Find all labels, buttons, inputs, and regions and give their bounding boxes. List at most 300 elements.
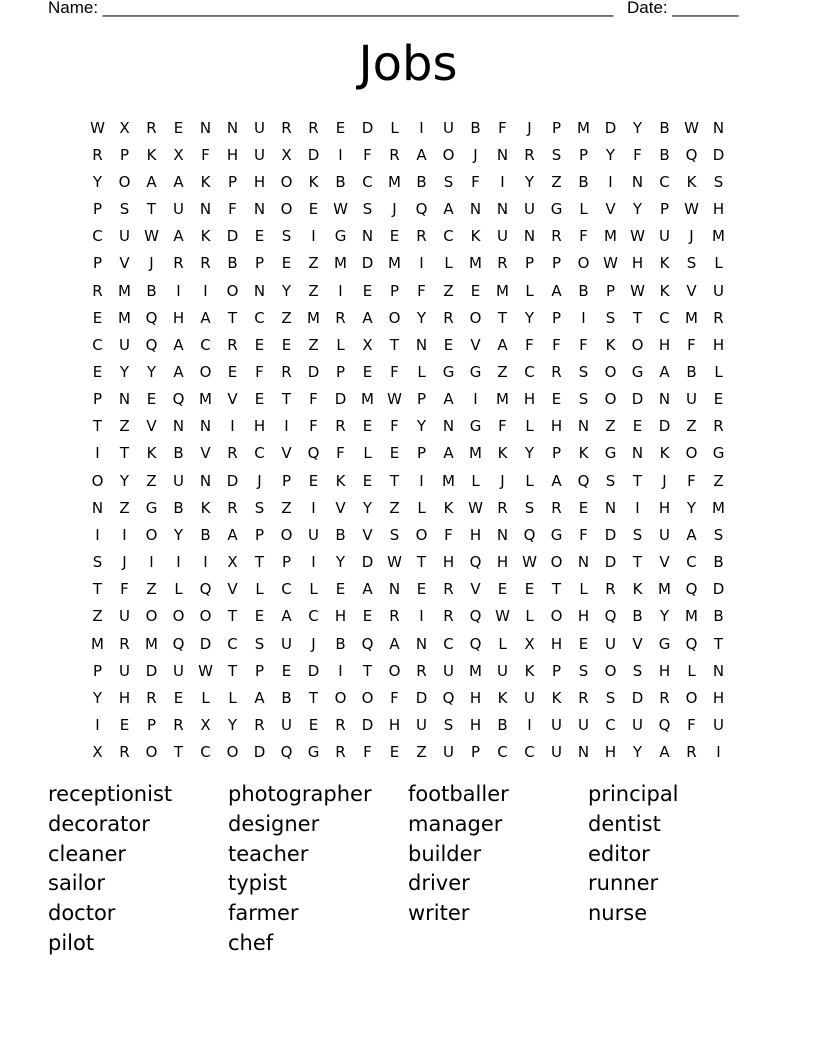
grid-letter: V: [686, 281, 697, 300]
grid-letter: Y: [632, 200, 643, 219]
grid-letter: L: [525, 281, 534, 300]
grid-letter: W: [90, 118, 105, 137]
grid-letter: J: [473, 145, 478, 164]
page-title: Jobs: [358, 36, 458, 92]
grid-letter: Q: [172, 390, 185, 409]
grid-letter: O: [442, 145, 455, 164]
name-field-line: Name: ______________________________________________________: [48, 0, 614, 17]
grid-letter: Q: [685, 634, 698, 653]
grid-letter: T: [92, 580, 103, 599]
word-bank-item: doctor: [48, 901, 116, 926]
grid-letter: P: [416, 390, 427, 409]
grid-letter: H: [496, 553, 509, 572]
grid-letter: R: [119, 634, 130, 653]
grid-letter: Y: [659, 607, 670, 626]
grid-letter: Z: [119, 417, 130, 436]
grid-letter: T: [632, 308, 643, 327]
grid-letter: P: [389, 281, 400, 300]
grid-letter: U: [119, 661, 130, 680]
grid-letter: G: [469, 362, 482, 381]
grid-letter: J: [689, 227, 694, 246]
grid-letter: P: [119, 145, 130, 164]
word-bank-item: teacher: [228, 841, 309, 866]
grid-letter: C: [281, 580, 292, 599]
grid-letter: A: [362, 580, 373, 599]
grid-letter: A: [173, 362, 184, 381]
grid-row: [84, 168, 732, 195]
grid-letter: B: [173, 498, 184, 517]
grid-letter: Q: [685, 580, 698, 599]
grid-letter: V: [146, 417, 157, 436]
grid-letter: D: [253, 743, 266, 762]
grid-letter: M: [496, 281, 509, 300]
grid-letter: E: [362, 417, 373, 436]
grid-letter: M: [307, 308, 320, 327]
grid-letter: I: [203, 553, 208, 572]
grid-letter: W: [387, 390, 402, 409]
grid-row: [84, 413, 732, 440]
grid-letter: O: [334, 688, 347, 707]
grid-letter: V: [200, 444, 211, 463]
word-bank-item: receptionist: [48, 782, 173, 806]
grid-letter: I: [311, 227, 316, 246]
grid-letter: P: [227, 172, 238, 191]
grid-letter: O: [280, 525, 293, 544]
grid-letter: Z: [686, 417, 697, 436]
grid-letter: H: [631, 254, 644, 273]
grid-letter: P: [551, 308, 562, 327]
grid-letter: F: [687, 335, 696, 354]
grid-letter: U: [173, 471, 184, 490]
grid-letter: R: [146, 118, 157, 137]
grid-letter: R: [551, 498, 562, 517]
grid-row: [84, 549, 732, 576]
grid-letter: T: [497, 308, 508, 327]
grid-letter: T: [308, 688, 319, 707]
grid-letter: Z: [92, 607, 103, 626]
grid-letter: I: [149, 553, 154, 572]
word-bank-column: [228, 780, 408, 959]
grid-letter: J: [500, 471, 505, 490]
grid-letter: N: [658, 390, 671, 409]
grid-letter: C: [254, 308, 265, 327]
grid-letter: O: [604, 362, 617, 381]
grid-letter: U: [605, 634, 616, 653]
grid-letter: E: [524, 580, 535, 599]
grid-letter: F: [471, 172, 480, 191]
grid-letter: W: [333, 200, 348, 219]
grid-letter: G: [631, 362, 644, 381]
grid-letter: U: [632, 716, 643, 735]
grid-letter: L: [444, 254, 453, 273]
grid-letter: T: [146, 200, 157, 219]
grid-letter: E: [578, 634, 589, 653]
grid-letter: L: [498, 634, 507, 653]
grid-letter: A: [254, 688, 265, 707]
grid-letter: O: [91, 471, 104, 490]
grid-letter: R: [551, 362, 562, 381]
grid-letter: W: [144, 227, 159, 246]
word-bank-item: footballer: [408, 782, 509, 806]
word-bank-item: designer: [228, 811, 320, 836]
grid-letter: O: [604, 390, 617, 409]
grid-letter: M: [361, 390, 374, 409]
grid-letter: R: [389, 145, 400, 164]
grid-letter: B: [497, 716, 508, 735]
grid-letter: R: [578, 688, 589, 707]
grid-letter: V: [605, 200, 616, 219]
grid-row: [84, 603, 732, 630]
grid-letter: P: [281, 553, 292, 572]
grid-letter: E: [389, 743, 400, 762]
grid-letter: D: [334, 390, 347, 409]
grid-letter: N: [199, 118, 212, 137]
grid-letter: R: [659, 688, 670, 707]
grid-letter: M: [712, 498, 725, 517]
grid-letter: L: [255, 580, 264, 599]
grid-letter: Q: [361, 634, 374, 653]
grid-letter: I: [500, 172, 505, 191]
grid-letter: I: [473, 390, 478, 409]
grid-letter: F: [120, 580, 129, 599]
grid-letter: Q: [577, 471, 590, 490]
grid-letter: L: [525, 417, 534, 436]
grid-letter: H: [334, 607, 347, 626]
grid-letter: Q: [469, 607, 482, 626]
grid-letter: Y: [524, 308, 535, 327]
grid-letter: K: [146, 145, 157, 164]
grid-letter: C: [659, 172, 670, 191]
word-bank-item: decorator: [48, 811, 150, 836]
grid-letter: D: [361, 553, 374, 572]
grid-row: [84, 440, 732, 467]
grid-letter: N: [361, 227, 374, 246]
grid-letter: E: [254, 227, 265, 246]
grid-letter: V: [335, 498, 346, 517]
grid-letter: K: [578, 444, 589, 463]
grid-letter: S: [632, 661, 643, 680]
grid-letter: A: [227, 525, 238, 544]
grid-letter: N: [91, 498, 104, 517]
grid-letter: W: [630, 281, 645, 300]
grid-letter: K: [632, 580, 643, 599]
grid-letter: H: [469, 688, 482, 707]
grid-letter: Z: [119, 498, 130, 517]
grid-letter: M: [496, 390, 509, 409]
grid-letter: P: [551, 118, 562, 137]
grid-letter: D: [631, 390, 644, 409]
grid-letter: I: [419, 607, 424, 626]
grid-letter: Z: [308, 281, 319, 300]
grid-letter: G: [550, 525, 563, 544]
grid-letter: N: [442, 417, 455, 436]
grid-letter: K: [443, 498, 454, 517]
grid-letter: O: [226, 281, 239, 300]
grid-letter: E: [443, 335, 454, 354]
grid-letter: L: [309, 580, 318, 599]
grid-row: [84, 657, 732, 684]
grid-letter: E: [281, 254, 292, 273]
grid-letter: S: [713, 525, 724, 544]
grid-letter: A: [443, 390, 454, 409]
grid-letter: R: [497, 254, 508, 273]
grid-letter: R: [713, 308, 724, 327]
grid-letter: U: [443, 743, 454, 762]
grid-letter: F: [201, 145, 210, 164]
grid-letter: X: [173, 145, 184, 164]
grid-letter: N: [523, 227, 536, 246]
grid-letter: F: [579, 525, 588, 544]
grid-letter: B: [578, 281, 589, 300]
grid-letter: S: [686, 254, 697, 273]
grid-letter: S: [578, 390, 589, 409]
grid-letter: D: [631, 688, 644, 707]
grid-letter: N: [604, 498, 617, 517]
grid-letter: I: [311, 498, 316, 517]
grid-letter: M: [685, 607, 698, 626]
grid-letter: Z: [416, 743, 427, 762]
grid-letter: H: [550, 417, 563, 436]
grid-letter: J: [311, 634, 316, 653]
grid-letter: U: [443, 118, 454, 137]
word-bank-item: chef: [228, 930, 274, 955]
grid-letter: D: [658, 417, 671, 436]
grid-letter: R: [605, 580, 616, 599]
grid-letter: E: [227, 362, 238, 381]
grid-letter: K: [146, 444, 157, 463]
grid-letter: K: [686, 172, 697, 191]
grid-letter: A: [443, 200, 454, 219]
grid-letter: N: [712, 661, 725, 680]
grid-letter: D: [712, 145, 725, 164]
grid-letter: R: [281, 118, 292, 137]
grid-letter: H: [226, 145, 239, 164]
grid-letter: R: [92, 281, 103, 300]
grid-letter: D: [307, 661, 320, 680]
word-bank-item: dentist: [588, 811, 661, 836]
grid-letter: Q: [307, 444, 320, 463]
word-bank-item: runner: [588, 871, 659, 896]
grid-letter: O: [469, 308, 482, 327]
grid-letter: B: [416, 172, 427, 191]
grid-letter: L: [579, 200, 588, 219]
grid-letter: I: [176, 281, 181, 300]
grid-letter: K: [200, 498, 211, 517]
grid-letter: T: [389, 335, 400, 354]
grid-letter: U: [497, 661, 508, 680]
grid-letter: E: [92, 308, 103, 327]
grid-letter: S: [578, 362, 589, 381]
grid-letter: Q: [172, 634, 185, 653]
grid-letter: D: [361, 118, 374, 137]
grid-letter: I: [635, 498, 640, 517]
grid-letter: B: [335, 525, 346, 544]
grid-letter: S: [362, 200, 373, 219]
grid-letter: N: [631, 172, 644, 191]
grid-letter: B: [227, 254, 238, 273]
grid-letter: H: [658, 498, 671, 517]
grid-letter: U: [416, 716, 427, 735]
grid-letter: H: [469, 525, 482, 544]
grid-letter: V: [227, 390, 238, 409]
grid-letter: F: [309, 417, 318, 436]
grid-letter: T: [227, 661, 238, 680]
grid-letter: R: [227, 335, 238, 354]
grid-letter: V: [659, 553, 670, 572]
grid-letter: H: [658, 661, 671, 680]
grid-letter: D: [604, 525, 617, 544]
grid-letter: P: [146, 716, 157, 735]
grid-letter: K: [497, 688, 508, 707]
grid-row: [84, 630, 732, 657]
grid-row: [84, 277, 732, 304]
grid-letter: T: [92, 417, 103, 436]
grid-letter: I: [95, 444, 100, 463]
grid-letter: I: [284, 417, 289, 436]
grid-letter: A: [146, 172, 157, 191]
grid-letter: Z: [605, 417, 616, 436]
grid-letter: L: [714, 254, 723, 273]
grid-letter: I: [338, 661, 343, 680]
grid-letter: P: [281, 471, 292, 490]
grid-letter: R: [443, 580, 454, 599]
grid-letter: J: [257, 471, 262, 490]
grid-letter: Q: [604, 607, 617, 626]
grid-letter: E: [713, 390, 724, 409]
grid-letter: M: [658, 580, 671, 599]
grid-letter: Y: [416, 417, 427, 436]
grid-letter: L: [525, 607, 534, 626]
grid-letter: K: [605, 335, 616, 354]
grid-letter: R: [308, 118, 319, 137]
grid-row: [84, 358, 732, 385]
grid-row: [84, 494, 732, 521]
grid-letter: F: [255, 362, 264, 381]
grid-letter: C: [686, 553, 697, 572]
grid-letter: E: [308, 471, 319, 490]
grid-letter: E: [173, 118, 184, 137]
grid-letter: E: [362, 607, 373, 626]
grid-letter: G: [145, 498, 158, 517]
word-search-grid: [84, 114, 732, 766]
grid-letter: F: [417, 281, 426, 300]
grid-row: [84, 576, 732, 603]
grid-letter: N: [469, 200, 482, 219]
grid-letter: S: [119, 200, 130, 219]
word-bank-column: [48, 780, 228, 959]
grid-letter: R: [281, 362, 292, 381]
grid-letter: Z: [551, 172, 562, 191]
grid-letter: E: [308, 716, 319, 735]
grid-letter: Q: [442, 688, 455, 707]
grid-letter: E: [254, 607, 265, 626]
grid-letter: R: [173, 254, 184, 273]
grid-letter: E: [362, 281, 373, 300]
grid-letter: H: [388, 716, 401, 735]
grid-row: [84, 223, 732, 250]
grid-letter: M: [118, 308, 131, 327]
grid-letter: Y: [362, 498, 373, 517]
grid-letter: A: [497, 335, 508, 354]
grid-letter: R: [200, 254, 211, 273]
grid-letter: X: [281, 145, 292, 164]
grid-letter: P: [92, 390, 103, 409]
grid-letter: V: [281, 444, 292, 463]
grid-letter: O: [388, 661, 401, 680]
grid-letter: T: [119, 444, 130, 463]
grid-letter: I: [716, 743, 721, 762]
grid-letter: E: [389, 227, 400, 246]
grid-letter: J: [122, 553, 127, 572]
grid-letter: K: [497, 444, 508, 463]
grid-letter: O: [199, 362, 212, 381]
grid-letter: P: [470, 743, 481, 762]
grid-letter: E: [173, 688, 184, 707]
grid-letter: A: [200, 308, 211, 327]
grid-letter: K: [308, 172, 319, 191]
grid-letter: F: [498, 417, 507, 436]
grid-row: [84, 684, 732, 711]
grid-letter: K: [200, 227, 211, 246]
grid-letter: Z: [146, 580, 157, 599]
grid-letter: I: [419, 254, 424, 273]
grid-letter: D: [361, 254, 374, 273]
grid-letter: I: [95, 716, 100, 735]
grid-letter: E: [362, 471, 373, 490]
grid-letter: M: [604, 227, 617, 246]
grid-letter: A: [173, 172, 184, 191]
grid-letter: R: [443, 607, 454, 626]
grid-letter: O: [226, 743, 239, 762]
grid-letter: Y: [686, 498, 697, 517]
grid-letter: W: [684, 118, 699, 137]
grid-letter: U: [119, 227, 130, 246]
grid-letter: A: [362, 308, 373, 327]
grid-letter: M: [199, 390, 212, 409]
grid-letter: T: [281, 390, 292, 409]
grid-letter: B: [686, 362, 697, 381]
grid-letter: S: [254, 634, 265, 653]
grid-letter: E: [119, 716, 130, 735]
grid-letter: V: [470, 580, 481, 599]
grid-letter: N: [496, 200, 509, 219]
grid-letter: U: [524, 688, 535, 707]
grid-letter: R: [146, 688, 157, 707]
grid-letter: Y: [92, 688, 103, 707]
grid-letter: U: [686, 390, 697, 409]
grid-letter: R: [92, 145, 103, 164]
grid-letter: B: [632, 607, 643, 626]
grid-letter: Y: [632, 743, 643, 762]
grid-letter: P: [92, 254, 103, 273]
grid-letter: R: [416, 661, 427, 680]
grid-letter: U: [173, 661, 184, 680]
grid-row: [84, 386, 732, 413]
grid-letter: K: [524, 661, 535, 680]
grid-letter: I: [230, 417, 235, 436]
grid-letter: R: [713, 417, 724, 436]
grid-letter: U: [497, 227, 508, 246]
grid-letter: E: [632, 417, 643, 436]
grid-letter: R: [443, 308, 454, 327]
grid-letter: Y: [119, 471, 130, 490]
grid-letter: C: [308, 607, 319, 626]
grid-letter: O: [172, 607, 185, 626]
grid-letter: F: [390, 362, 399, 381]
grid-letter: N: [199, 417, 212, 436]
grid-letter: R: [227, 444, 238, 463]
word-bank-item: editor: [588, 841, 650, 866]
